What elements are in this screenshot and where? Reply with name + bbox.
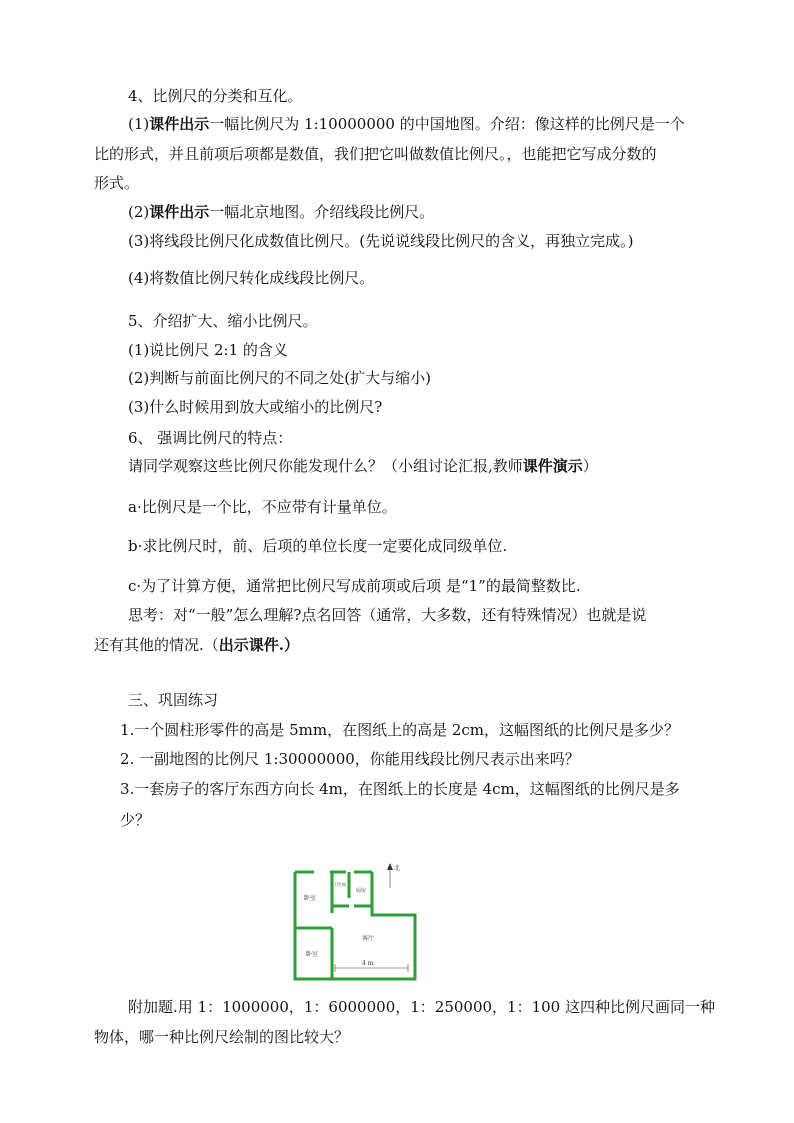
think-line-1: 思考：对“一般”怎么理解?点名回答（通常，大多数，还有特殊情况）也就是说 <box>128 606 647 624</box>
section-4-p3: (3)将线段比例尺化成数值比例尺。(先说说线段比例尺的含义，再独立完成。) <box>128 232 634 250</box>
section-5-heading: 5、介绍扩大、缩小比例尺。 <box>128 312 318 330</box>
section-5-p1: (1)说比例尺 2:1 的含义 <box>128 341 288 359</box>
extra-line-2: 物体，哪一种比例尺绘制的图比较大？ <box>94 1028 350 1046</box>
extra-line-1: 附加题.用 1：1000000，1：6000000，1：250000，1：100 这四种比例尺画同一种 <box>128 998 715 1016</box>
section-4-p1-cont: 比的形式，并且前项后项都是数值，我们把它叫做数值比例尺。，也能把它写成分数的 <box>94 145 657 163</box>
practice-q3-cont: 少？ <box>120 811 151 829</box>
room-kitchen: 厨房 <box>356 888 367 894</box>
floor-plan-walls <box>295 872 415 979</box>
practice-heading: 三、巩固练习 <box>128 691 219 709</box>
section-6-heading: 6、 强调比例尺的特点： <box>128 429 293 447</box>
north-label: 北 <box>394 865 401 872</box>
section-4-p1: (1)课件出示一幅比例尺为 1:10000000 的中国地图。介绍：像这样的比例尺是一个 <box>128 115 685 133</box>
feature-b: b·求比例尺时，前、后项的单位长度一定要化成同级单位. <box>128 537 508 555</box>
north-arrow-icon <box>387 863 393 870</box>
room-bedroom-top: 卧室 <box>304 895 317 902</box>
practice-q2: 2. 一副地图的比例尺 1:30000000，你能用线段比例尺表示出来吗？ <box>120 750 580 768</box>
floor-plan-figure <box>290 858 420 982</box>
section-4-p4: (4)将数值比例尺转化成线段比例尺。 <box>128 269 375 287</box>
practice-q3: 3.一套房子的客厅东西方向长 4m，在图纸上的长度是 4cm，这幅图纸的比例尺是多 <box>120 780 680 798</box>
section-4-heading: 4、比例尺的分类和互化。 <box>128 87 303 105</box>
section-6-prompt: 请同学观察这些比例尺你能发现什么？（小组讨论汇报,教师课件演示） <box>128 457 598 475</box>
room-living: 客厅 <box>362 935 375 942</box>
section-4-p1-end: 形式。 <box>94 174 140 192</box>
think-line-2: 还有其他的情况.（出示课件.） <box>94 636 300 654</box>
room-bedroom-bottom: 卧室 <box>306 951 319 958</box>
practice-q1: 1.一个圆柱形零件的高是 5mm，在图纸上的高是 2cm，这幅图纸的比例尺是多少？ <box>120 721 680 739</box>
section-4-p2: (2)课件出示一幅北京地图。介绍线段比例尺。 <box>128 203 435 221</box>
section-5-p3: (3)什么时候用到放大或缩小的比例尺? <box>128 398 383 416</box>
feature-c: c·为了计算方便，通常把比例尺写成前项或后项 是“1”的最简整数比. <box>128 577 581 595</box>
dimension-label: 4 m <box>362 960 374 967</box>
section-5-p2: (2)判断与前面比例尺的不同之处(扩大与缩小) <box>128 369 431 387</box>
feature-a: a·比例尺是一个比，不应带有计量单位。 <box>128 498 397 516</box>
room-bath: 卫生间 <box>334 882 346 887</box>
